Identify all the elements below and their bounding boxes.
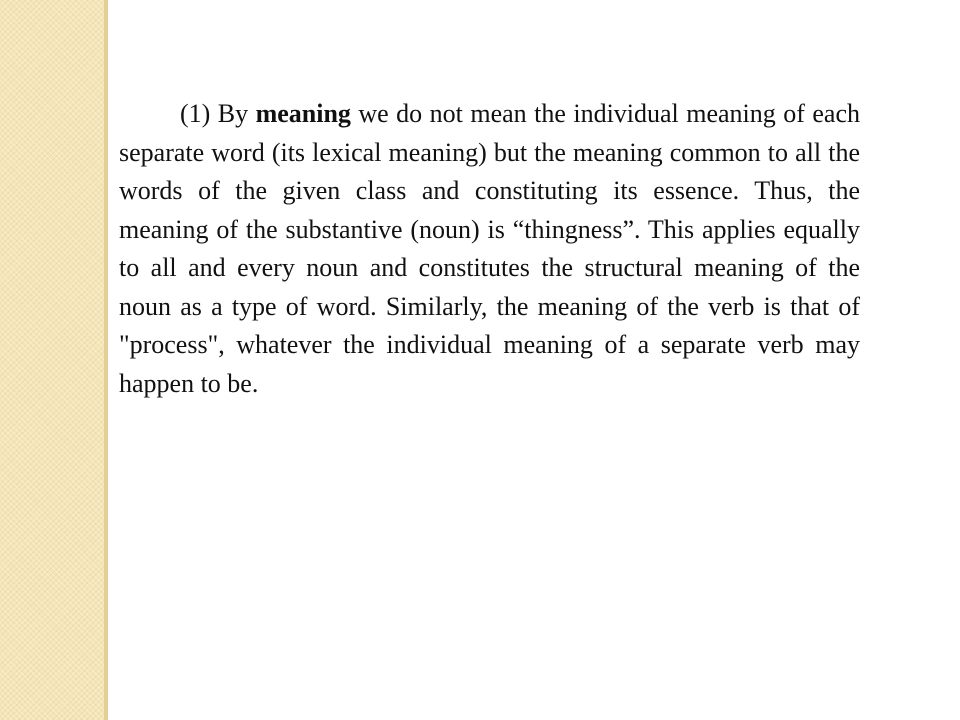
- paragraph-rest: we do not mean the individual meaning of each separate word (its lexical meaning) but the meaning common to all the words of the given class and constituting its essence. Thus, the meaning of the substantive (noun) is “thingness”. This applies equally to all and every noun and constitutes the structural meaning of the noun as a type of word. Similarly, the meaning of the verb is that of "process", whatever the individual meaning of a separate verb may happen to be.: [119, 99, 860, 398]
- paragraph-bold-term: meaning: [255, 99, 351, 128]
- body-paragraph: [119, 95, 860, 403]
- paragraph-lead: (1) By: [180, 99, 256, 128]
- decorative-side-band: [0, 0, 104, 720]
- side-band-edge: [104, 0, 108, 720]
